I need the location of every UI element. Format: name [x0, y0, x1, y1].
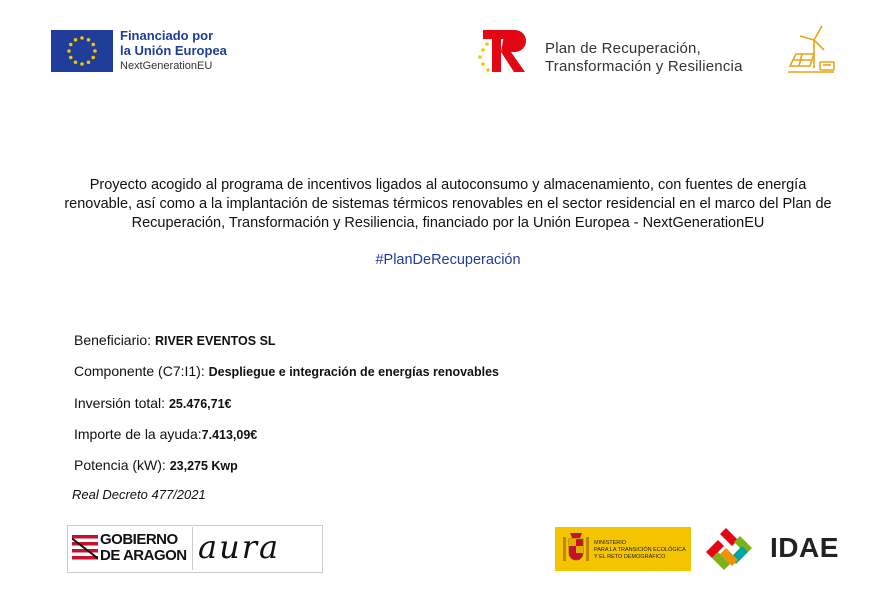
logo-divider	[192, 527, 193, 570]
eu-star	[67, 49, 71, 53]
potencia-row	[74, 457, 238, 473]
eu-star	[69, 43, 73, 47]
ministerio-line2: PARA LA TRANSICIÓN ECOLÓGICA	[594, 547, 686, 553]
eu-star	[87, 38, 91, 42]
prtr-logo-line2: Transformación y Resiliencia	[545, 58, 743, 75]
ayuda-row	[74, 426, 257, 442]
aragon-logo-line1: GOBIERNO	[100, 531, 178, 548]
ayuda-label: Importe de la ayuda:	[74, 426, 202, 442]
aragon-logo-line2: DE ARAGON	[100, 547, 187, 564]
eu-logo-line3: NextGenerationEU	[120, 60, 213, 72]
componente-row	[74, 363, 499, 379]
ministerio-line1: MINISTERIO	[594, 540, 627, 546]
componente-value: Despliegue e integración de energías renovables	[208, 365, 500, 379]
potencia-label: Potencia (kW):	[74, 457, 166, 473]
eu-flag-logo	[51, 30, 113, 72]
potencia-value: 23,275 Kwp	[169, 459, 238, 473]
spain-coat-of-arms-icon	[562, 531, 590, 567]
aragon-flag-icon	[72, 535, 98, 563]
eu-logo-line2: la Unión Europea	[120, 43, 227, 58]
eu-star	[80, 36, 84, 40]
eu-star	[87, 60, 91, 64]
beneficiario-value: RIVER EVENTOS SL	[154, 334, 276, 348]
hashtag-label: #PlanDeRecuperación	[375, 252, 521, 268]
beneficiario-label: Beneficiario:	[74, 332, 152, 348]
eu-star	[80, 62, 84, 66]
inversion-value: 25.476,71€	[168, 397, 232, 411]
inversion-row	[74, 395, 232, 411]
eu-star	[93, 49, 97, 53]
eu-logo-line1: Financiado por	[120, 28, 214, 43]
eu-star	[74, 38, 78, 42]
prtr-tr-icon	[477, 26, 533, 76]
prtr-logo-mark	[477, 26, 533, 76]
eu-star	[74, 60, 78, 64]
beneficiario-row	[74, 332, 276, 348]
prtr-logo-line1: Plan de Recuperación,	[545, 40, 701, 57]
ministerio-line3: Y EL RETO DEMOGRÁFICO	[594, 554, 666, 560]
real-decreto-label: Real Decreto 477/2021	[72, 487, 206, 502]
intro-paragraph: Proyecto acogido al programa de incentivos ligados al autoconsumo y almacenamiento, con fuentes de energía renovable, así como a la implantación de sistemas térmicos renovables en el sector residencial en el marco del Plan de Recuperación, Transformación y Resiliencia, financiado por la Unión Europea - NextGenerationEU	[64, 177, 832, 231]
idae-logo-mark	[704, 526, 762, 574]
inversion-label: Inversión total:	[74, 395, 166, 411]
solar-wind-energy-icon	[782, 22, 838, 78]
idae-logo-text: IDAE	[770, 532, 839, 563]
eu-star	[91, 43, 95, 47]
ayuda-value: 7.413,09€	[201, 428, 258, 442]
aura-logo: aura	[198, 528, 281, 566]
eu-stars-icon	[51, 30, 113, 72]
componente-label: Componente (C7:I1):	[74, 363, 205, 379]
eu-star	[69, 56, 73, 60]
eu-star	[91, 56, 95, 60]
